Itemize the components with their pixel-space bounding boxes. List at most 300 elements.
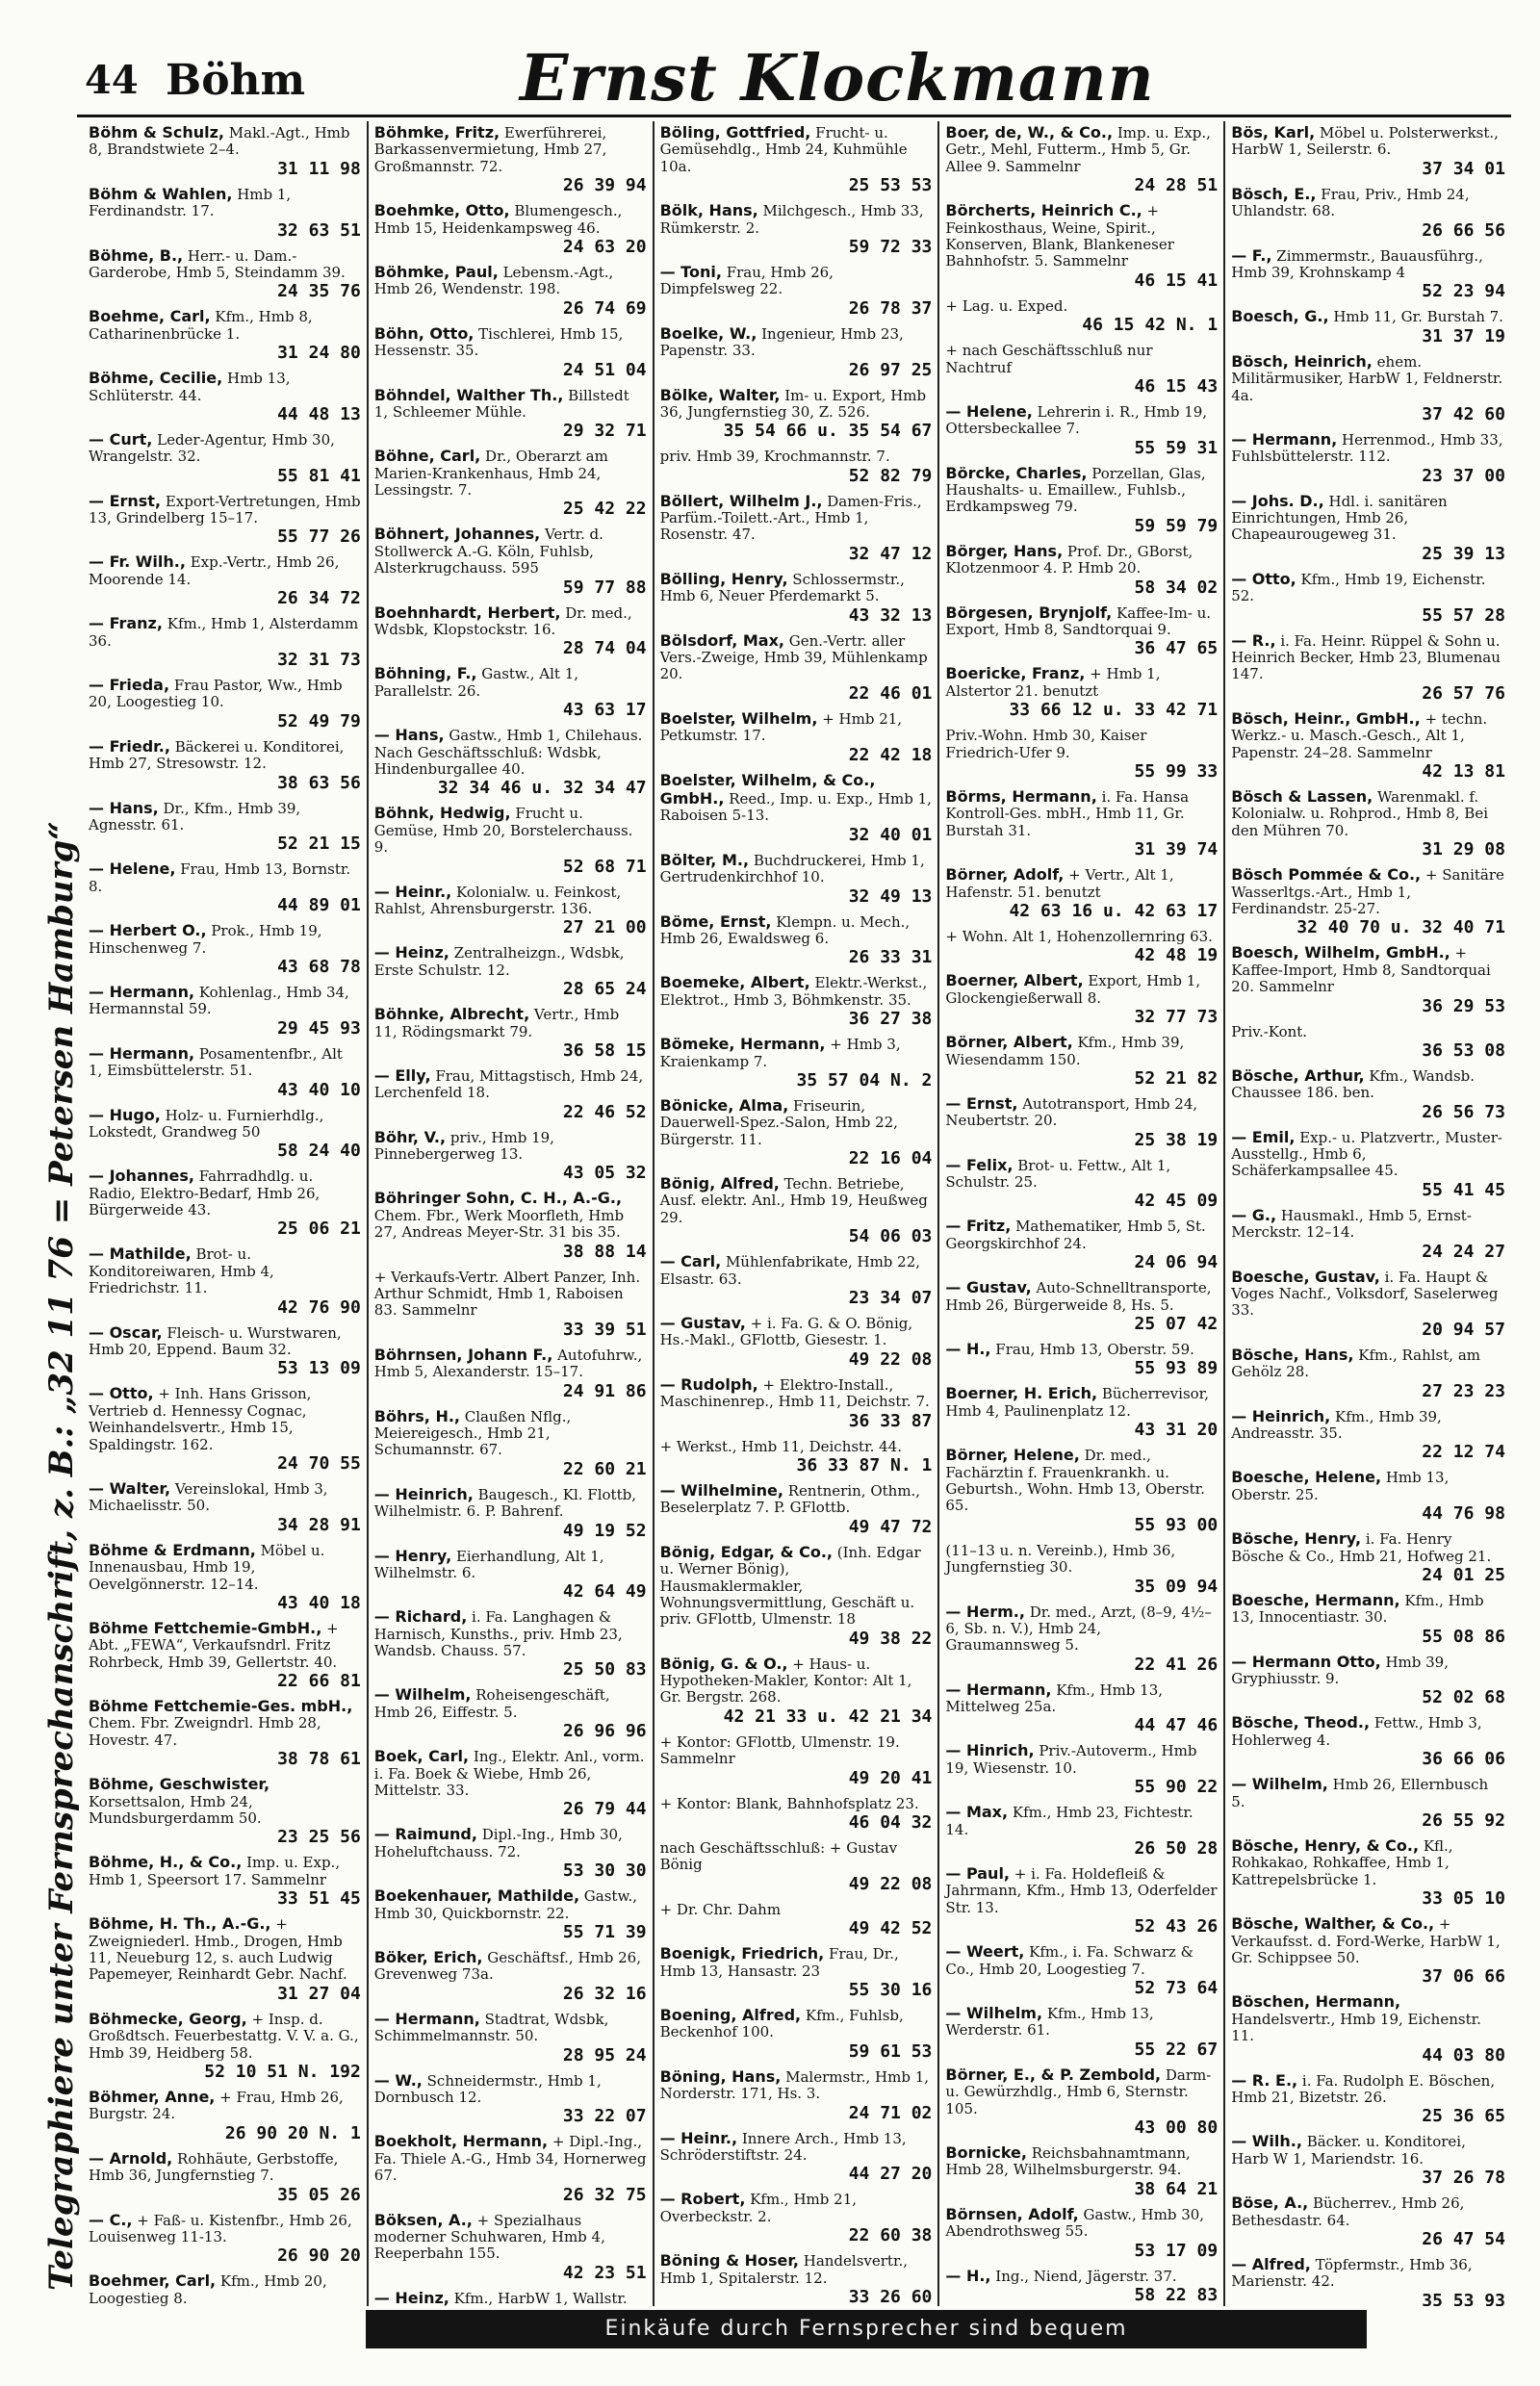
entry-details: Schlossermstr., Hmb 6, Neuer Pferdemarkt 5. bbox=[659, 570, 905, 605]
entry-name: — Hans, bbox=[89, 798, 159, 817]
directory-entry bbox=[660, 1174, 933, 1246]
phone-number: 42 64 49 bbox=[562, 1581, 647, 1603]
entry-details: + Werkst., Hmb 11, Deichstr. 44. bbox=[659, 1437, 902, 1455]
phone-number: 52 10 51 N. 192 bbox=[204, 2061, 361, 2082]
entry-details: Kfm., Hmb 39, Andreasstr. 35. bbox=[1231, 1407, 1442, 1442]
entry-details: Hdl. i. sanitären Einrichtungen, Hmb 26, Chapeaurougeweg 31. bbox=[1231, 492, 1448, 544]
entry-details: Gastw., Hmb 30, Quickbornstr. 22. bbox=[373, 1887, 638, 1922]
entry-name: — Helene, bbox=[945, 401, 1033, 421]
entry-name: Bölling, Henry, bbox=[659, 569, 788, 588]
entry-name: — Arnold, bbox=[89, 2148, 173, 2168]
entry-name: — Elly, bbox=[373, 1065, 431, 1085]
phone-number: 44 76 98 bbox=[1422, 1503, 1505, 1525]
phone-number: 28 65 24 bbox=[562, 979, 647, 1000]
phone-number: 27 23 23 bbox=[1422, 1380, 1505, 1401]
entry-name: Boenigk, Friedrich, bbox=[659, 1944, 825, 1963]
phone-number: 55 81 41 bbox=[277, 465, 361, 486]
phone-number: 43 00 80 bbox=[1134, 2117, 1219, 2138]
directory-entry bbox=[660, 201, 933, 257]
entry-details: ehem. Militärmusiker, HarbW 1, Feldnerstr. 4a. bbox=[1231, 352, 1503, 404]
entry-name: — Fritz, bbox=[945, 1217, 1012, 1236]
entry-details: Handelsvertr., Hmb 19, Eichenstr. 11. bbox=[1231, 2010, 1481, 2045]
phone-number: 55 30 16 bbox=[848, 1980, 933, 2000]
entry-details: + Kaffee-Import, Hmb 8, Sandtorquai 20. Sammelnr bbox=[1231, 944, 1491, 996]
directory-entry bbox=[374, 2132, 647, 2204]
phone-number: 25 42 22 bbox=[562, 499, 647, 520]
phone-number: 43 31 20 bbox=[1134, 1420, 1219, 1441]
directory-entry bbox=[1231, 1992, 1505, 2065]
entry-details: Herr.- u. Dam.-Garderobe, Hmb 5, Steindamm 39. bbox=[89, 246, 346, 281]
entry-details: Billstedt 1, Schleemer Mühle. bbox=[373, 386, 629, 421]
directory-entry bbox=[374, 1607, 647, 1680]
directory-entry bbox=[1231, 1775, 1505, 1831]
entry-details: Kfm., Hmb 8, Catharinenbrücke 1. bbox=[89, 308, 313, 343]
entry-name: Böhmecke, Georg, bbox=[89, 2009, 247, 2028]
entry-details: Buchdruckerei, Hmb 1, Gertrudenkirchhof 10. bbox=[659, 851, 925, 886]
entry-name: — Gustav, bbox=[945, 1278, 1032, 1297]
directory-entry bbox=[945, 1942, 1218, 1998]
directory-entry bbox=[89, 921, 361, 977]
entry-details: Gastw., Alt 1, Parallelstr. 26. bbox=[373, 665, 579, 700]
phone-number: 37 42 60 bbox=[1422, 403, 1505, 424]
directory-entry bbox=[945, 1446, 1218, 1535]
listing-column bbox=[939, 121, 1225, 2306]
phone-number: 27 21 00 bbox=[562, 917, 647, 938]
entry-name: Böhr, V., bbox=[373, 1127, 447, 1146]
entry-details: i. Fa. Henry Bösche & Co., Hmb 21, Hofweg 21. bbox=[1231, 1530, 1492, 1565]
entry-name: — Richard, bbox=[373, 1607, 468, 1627]
directory-entry bbox=[374, 1485, 647, 1541]
directory-entry bbox=[374, 324, 647, 380]
entry-name: Böker, Erich, bbox=[373, 1948, 483, 1966]
phone-number: 22 42 18 bbox=[848, 744, 933, 765]
phone-number: 22 60 38 bbox=[848, 2225, 933, 2246]
entry-details: Exp.- u. Platzvertr., Muster-Ausstellg., Hmb 6, Schäferkampsallee 45. bbox=[1231, 1128, 1503, 1180]
entry-details: Frau Pastor, Ww., Hmb 20, Loogestieg 10. bbox=[89, 677, 343, 711]
phone-number: 22 16 04 bbox=[848, 1148, 933, 1169]
directory-entry bbox=[660, 851, 933, 907]
entry-name: — Heinr., bbox=[373, 882, 452, 901]
phone-number: 33 39 51 bbox=[562, 1319, 647, 1340]
phone-number: 23 37 00 bbox=[1422, 465, 1505, 486]
directory-entry bbox=[1231, 123, 1505, 179]
entry-name: Böhme Fettchemie-Ges. mbH., bbox=[89, 1697, 353, 1716]
directory-entry bbox=[89, 1167, 361, 1239]
directory-entry bbox=[89, 2211, 361, 2267]
entry-details: Fahrradhdlg. u. Radio, Elektro-Bedarf, Hmb 26, Bürgerweide 43. bbox=[89, 1167, 321, 1219]
entry-name: — Hugo, bbox=[89, 1105, 161, 1124]
entry-details: Prof. Dr., GBorst, Klotzenmoor 4. P. Hmb 20. bbox=[945, 542, 1194, 577]
entry-name: — H., bbox=[945, 1340, 991, 1359]
entry-details: Kohlenlag., Hmb 34, Hermannstal 59. bbox=[89, 983, 349, 1018]
entry-details: Milchgesch., Hmb 33, Rümkerstr. 2. bbox=[659, 202, 924, 237]
phone-number: 33 22 07 bbox=[562, 2106, 647, 2127]
directory-entry bbox=[89, 859, 361, 915]
directory-entry bbox=[945, 2205, 1218, 2261]
entry-name: — Henry, bbox=[373, 1546, 452, 1565]
listing-column bbox=[654, 121, 940, 2306]
phone-number: 36 27 38 bbox=[848, 1009, 933, 1030]
entry-details: + Zweigniederl. Hmb., Drogen, Hmb 11, Neueburg 12, s. auch Ludwig Papemeyer, Reinhardt Gebr. Nachf. bbox=[89, 1915, 347, 1984]
header-word: Böhm bbox=[166, 56, 306, 105]
directory-entry bbox=[1231, 1066, 1505, 1122]
entry-name: — Wilhelm, bbox=[945, 2004, 1043, 2022]
directory-entry bbox=[945, 1680, 1218, 1736]
entry-details: + Dr. Chr. Dahm bbox=[659, 1900, 782, 1918]
entry-name: Böhme, B., bbox=[89, 245, 184, 265]
phone-number: 43 40 18 bbox=[277, 1592, 361, 1613]
phone-number: 22 46 52 bbox=[562, 1101, 647, 1122]
entry-name: Bölk, Hans, bbox=[659, 201, 758, 220]
directory-entry bbox=[374, 1886, 647, 1942]
entry-name: Börnsen, Adolf, bbox=[945, 2204, 1079, 2223]
phone-number: 31 37 19 bbox=[1422, 325, 1505, 346]
entry-details: Elektr.-Werkst., Elektrot., Hmb 3, Böhmkenstr. 35. bbox=[659, 974, 928, 1009]
entry-details: Prok., Hmb 19, Hinschenweg 7. bbox=[89, 922, 322, 957]
directory-entry bbox=[89, 246, 361, 302]
directory-entry bbox=[374, 603, 647, 659]
entry-details: Töpfermstr., Hmb 36, Marienstr. 42. bbox=[1231, 2255, 1473, 2291]
directory-entry bbox=[945, 787, 1218, 859]
listing-column bbox=[1225, 121, 1511, 2306]
entry-name: Boerner, H. Erich, bbox=[945, 1384, 1098, 1403]
phone-number: 32 40 70 u. 32 40 71 bbox=[1296, 917, 1505, 938]
phone-number: 55 08 86 bbox=[1422, 1626, 1505, 1647]
directory-entry bbox=[660, 709, 933, 765]
directory-entry bbox=[89, 1541, 361, 1613]
directory-entry bbox=[1231, 787, 1505, 859]
entry-name: Bösch, Heinr., GmbH., bbox=[1231, 708, 1421, 728]
directory-entry bbox=[945, 1541, 1218, 1597]
entry-name: Böhne, Carl, bbox=[373, 447, 481, 466]
phone-number: 49 42 52 bbox=[848, 1918, 933, 1939]
phone-number: 22 41 26 bbox=[1134, 1654, 1219, 1675]
entry-details: i. Fa. Haupt & Voges Nachf., Volksdorf, Saselerweg 33. bbox=[1231, 1268, 1499, 1320]
phone-number: 32 63 51 bbox=[277, 219, 361, 241]
entry-name: — Fr. Wilh., bbox=[89, 552, 186, 572]
entry-details: Roheisengeschäft, Hmb 26, Eiffestr. 5. bbox=[373, 1686, 610, 1721]
directory-entry bbox=[945, 464, 1218, 536]
entry-name: Bölsdorf, Max, bbox=[659, 630, 784, 650]
entry-name: Boek, Carl, bbox=[373, 1747, 470, 1766]
directory-entry bbox=[1231, 1713, 1505, 1769]
directory-entry bbox=[374, 1685, 647, 1741]
footer-banner: Einkäufe durch Fernsprecher sind bequem bbox=[366, 2310, 1367, 2348]
phone-number: 33 51 45 bbox=[277, 1888, 361, 1910]
entry-details: Mühlenfabrikate, Hmb 22, Elsastr. 63. bbox=[659, 1253, 921, 1288]
entry-name: — Mathilde, bbox=[89, 1244, 192, 1264]
entry-details: Bücherrev., Hmb 26, Bethesdastr. 64. bbox=[1231, 2194, 1465, 2229]
phone-number: 49 19 52 bbox=[562, 1520, 647, 1541]
entry-details: + Frau, Hmb 26, Burgstr. 24. bbox=[89, 2088, 344, 2123]
phone-number: 26 34 72 bbox=[277, 588, 361, 609]
entry-details: + Abt. „FEWA“, Verkaufsndrl. Fritz Rohrbeck, Hmb 39, Gellertstr. 40. bbox=[89, 1619, 339, 1671]
entry-details: Frau, Priv., Hmb 24, Uhlandstr. 68. bbox=[1231, 185, 1470, 220]
directory-entry bbox=[660, 2251, 933, 2306]
entry-name: — Franz, bbox=[89, 614, 163, 633]
entry-name: Bösche, Hans, bbox=[1231, 1345, 1354, 1364]
directory-entry bbox=[660, 631, 933, 704]
entry-name: — Wilhelmine, bbox=[659, 1480, 783, 1500]
entry-name: — Ernst, bbox=[945, 1093, 1018, 1113]
directory-entry bbox=[1231, 1914, 1505, 1987]
entry-name: Böhnke, Albrecht, bbox=[373, 1005, 530, 1024]
directory-entry bbox=[945, 1603, 1218, 1675]
entry-name: — H., bbox=[945, 2266, 991, 2285]
phone-number: 35 09 94 bbox=[1134, 1576, 1219, 1597]
entry-details: Korsettsalon, Hmb 24, Mundsburgerdamm 50. bbox=[89, 1792, 262, 1828]
entry-name: — Carl, bbox=[659, 1252, 722, 1271]
phone-number: 23 34 07 bbox=[848, 1288, 933, 1309]
entry-details: + Vertr., Alt 1, Hafenstr. 51. benutzt bbox=[945, 866, 1174, 901]
entry-details: + Feinkosthaus, Weine, Spirit., Konserven, Blank, Blankeneser Bahnhofstr. 5. Sammelnr bbox=[945, 202, 1174, 270]
directory-entry bbox=[945, 1217, 1218, 1272]
entry-name: Böksen, A., bbox=[373, 2210, 473, 2229]
phone-number: 33 05 10 bbox=[1422, 1888, 1505, 1910]
phone-number: 25 07 42 bbox=[1134, 1314, 1219, 1335]
entry-name: — F., bbox=[1231, 245, 1272, 265]
entry-details: Zimmermstr., Bauausführg., Hmb 39, Krohnskamp 4 bbox=[1231, 246, 1483, 281]
brand-banner: Ernst Klockmann bbox=[520, 40, 1155, 115]
entry-name: — Ernst, bbox=[89, 491, 162, 510]
directory-entry bbox=[89, 552, 361, 608]
directory-entry bbox=[89, 1106, 361, 1162]
phone-number: 36 33 87 N. 1 bbox=[796, 1454, 933, 1475]
directory-entry bbox=[945, 726, 1218, 782]
directory-entry bbox=[660, 1252, 933, 1308]
entry-name: Boelke, W., bbox=[659, 323, 757, 343]
listing-column bbox=[369, 121, 654, 2306]
entry-details: Blumengesch., Hmb 15, Heidenkampsweg 46. bbox=[373, 202, 623, 237]
directory-entry bbox=[945, 2065, 1218, 2138]
entry-details: Kfm., Rahlst, am Gehölz 28. bbox=[1231, 1346, 1480, 1381]
directory-entry bbox=[945, 1864, 1218, 1937]
phone-number: 26 96 96 bbox=[562, 1721, 647, 1742]
phone-number: 49 20 41 bbox=[848, 1767, 933, 1788]
phone-number: 59 72 33 bbox=[848, 236, 933, 257]
entry-details: + i. Fa. G. & O. Bönig, Hs.-Makl., GFlottb, Giesestr. 1. bbox=[659, 1315, 913, 1349]
directory-entry bbox=[374, 201, 647, 257]
phone-number: 55 93 89 bbox=[1134, 1358, 1219, 1379]
phone-number: 22 12 74 bbox=[1422, 1442, 1505, 1463]
entry-name: — C., bbox=[89, 2210, 133, 2229]
entry-details: Kfm., HarbW 1, Wallstr. bbox=[453, 2289, 628, 2306]
phone-number: 26 74 69 bbox=[562, 297, 647, 319]
side-advert-text: Telegraphiere unter Fernsprechanschrift, z. B.: „32 11 76 = Petersen Hamburg“ bbox=[42, 821, 81, 2291]
phone-number: 35 53 93 bbox=[1422, 2290, 1505, 2306]
directory-entry bbox=[660, 1096, 933, 1168]
entry-name: Bölter, M., bbox=[659, 850, 750, 869]
directory-entry bbox=[1231, 307, 1505, 346]
entry-details: Priv.-Wohn. Hmb 30, Kaiser Friedrich-Ufer 9. bbox=[945, 727, 1147, 761]
entry-name: Boelster, Wilhelm, bbox=[659, 708, 818, 728]
directory-entry bbox=[660, 912, 933, 968]
phone-number: 26 32 75 bbox=[562, 2184, 647, 2205]
entry-name: Börgesen, Brynjolf, bbox=[945, 603, 1113, 622]
entry-details: Schneidermstr., Hmb 1, Dornbusch 12. bbox=[373, 2071, 602, 2106]
directory-entry bbox=[89, 1384, 361, 1474]
directory-entry bbox=[89, 1244, 361, 1317]
directory-entry bbox=[1231, 709, 1505, 782]
phone-number: 23 25 56 bbox=[277, 1827, 361, 1848]
page-number: 44 bbox=[85, 58, 139, 103]
entry-details: Stadtrat, Wdsbk, Schimmelmannstr. 50. bbox=[373, 2010, 609, 2045]
entry-details: i. Fa. Rudolph E. Böschen, Hmb 21, Bizetstr. 26. bbox=[1231, 2071, 1496, 2106]
entry-details: + Wohn. Alt 1, Hohenzollernring 63. bbox=[945, 927, 1213, 945]
entry-name: Bönig, Edgar, & Co., bbox=[659, 1542, 833, 1561]
directory-entry bbox=[374, 1948, 647, 2004]
entry-details: Posamentenfbr., Alt 1, Eimsbüttelerstr. 51. bbox=[89, 1044, 343, 1080]
directory-entry bbox=[945, 664, 1218, 720]
directory-entry bbox=[374, 726, 647, 798]
phone-number: 44 48 13 bbox=[277, 403, 361, 424]
phone-number: 59 59 79 bbox=[1134, 515, 1219, 536]
directory-entry bbox=[660, 263, 933, 319]
phone-number: 43 68 78 bbox=[277, 956, 361, 977]
entry-name: — Herm., bbox=[945, 1602, 1025, 1621]
entry-name: — W., bbox=[373, 2070, 423, 2090]
directory-entry bbox=[660, 386, 933, 442]
entry-details: + Sanitäre Wasserltgs.-Art., Hmb 1, Ferdinandstr. 25-27. bbox=[1231, 866, 1504, 917]
entry-details: + Elektro-Install., Maschinenrep., Hmb 11, Deichstr. 7. bbox=[659, 1375, 930, 1411]
phone-number: 52 21 15 bbox=[277, 834, 361, 855]
entry-name: Boelster, Wilhelm, & Co., GmbH., bbox=[659, 770, 876, 808]
phone-number: 25 36 65 bbox=[1422, 2106, 1505, 2127]
entry-details: Im- u. Export, Hmb 36, Jungfernstieg 30, Z. 526. bbox=[659, 386, 927, 421]
phone-number: 33 66 12 u. 33 42 71 bbox=[1009, 700, 1219, 721]
directory-entry bbox=[374, 943, 647, 999]
entry-details: Reichsbahnamtmann, Hmb 28, Wilhelmsburgerstr. 94. bbox=[945, 2143, 1191, 2179]
entry-details: Dr., Kfm., Hmb 39, Agnesstr. 61. bbox=[89, 799, 301, 834]
entry-details: Herrenmod., Hmb 33, Fuhlsbüttelerstr. 112. bbox=[1231, 430, 1503, 466]
entry-details: Kfm., Hmb 19, Eichenstr. 52. bbox=[1231, 570, 1486, 605]
directory-entry bbox=[1231, 492, 1505, 564]
directory-entry bbox=[945, 971, 1218, 1027]
phone-number: 53 17 09 bbox=[1134, 2240, 1219, 2261]
entry-details: Kfm., Hmb 13, Innocentiastr. 30. bbox=[1231, 1591, 1484, 1627]
entry-name: — Hermann, bbox=[373, 2009, 480, 2028]
phone-number: 44 89 01 bbox=[277, 895, 361, 916]
phone-number: 26 33 31 bbox=[848, 947, 933, 968]
entry-name: Boesche, Helene, bbox=[1231, 1468, 1382, 1487]
entry-name: Börner, Helene, bbox=[945, 1446, 1080, 1465]
directory-entry bbox=[89, 1914, 361, 2004]
phone-number: 31 24 80 bbox=[277, 343, 361, 364]
entry-name: — Johs. D., bbox=[1231, 491, 1324, 510]
directory-entry bbox=[89, 123, 361, 179]
phone-number: 32 49 13 bbox=[848, 885, 933, 907]
directory-entry bbox=[945, 1156, 1218, 1212]
phone-number: 58 22 83 bbox=[1134, 2284, 1219, 2305]
directory-entry bbox=[660, 1543, 933, 1649]
entry-details: Leder-Agentur, Hmb 30, Wrangelstr. 32. bbox=[89, 430, 335, 466]
entry-details: Dr. med., Wdsbk, Klopstockstr. 16. bbox=[373, 603, 632, 639]
entry-name: Böning & Hoser, bbox=[659, 2251, 799, 2271]
phone-number: 31 39 74 bbox=[1134, 839, 1219, 860]
entry-name: Böhndel, Walther Th., bbox=[373, 385, 564, 404]
entry-details: Möbel u. Innenausbau, Hmb 19, Oevelgönnerstr. 12–14. bbox=[89, 1541, 325, 1593]
directory-entry bbox=[945, 2004, 1218, 2060]
entry-details: Handelsvertr., Hmb 1, Spitalerstr. 12. bbox=[659, 2252, 909, 2287]
entry-name: Böhmke, Paul, bbox=[373, 262, 499, 281]
entry-name: — Hermann Otto, bbox=[1231, 1652, 1381, 1671]
phone-number: 36 53 08 bbox=[1422, 1039, 1505, 1061]
phone-number: 26 79 44 bbox=[562, 1799, 647, 1820]
directory-entry bbox=[374, 1066, 647, 1122]
phone-number: 25 38 19 bbox=[1134, 1129, 1219, 1150]
entry-details: + Verkaufs-Vertr. Albert Panzer, Inh. Arthur Schmidt, Hmb 1, Raboisen 83. Sammelnr bbox=[373, 1268, 641, 1320]
directory-entry bbox=[945, 1741, 1218, 1797]
entry-details: Priv.-Autoverm., Hmb 19, Wiesenstr. 10. bbox=[945, 1742, 1197, 1777]
entry-details: Claußen Nflg., Meiereigesch., Hmb 21, Schumannstr. 67. bbox=[373, 1407, 572, 1459]
directory-entry bbox=[1231, 1468, 1505, 1524]
phone-number: 44 27 20 bbox=[848, 2164, 933, 2185]
entry-name: — Heinz, bbox=[373, 943, 449, 962]
entry-name: Böhme Fettchemie-GmbH., bbox=[89, 1618, 322, 1637]
directory-entry bbox=[1231, 865, 1505, 937]
entry-name: — Otto, bbox=[89, 1384, 154, 1403]
phone-number: 34 28 91 bbox=[277, 1514, 361, 1535]
entry-name: Bösche, Theod., bbox=[1231, 1713, 1371, 1732]
phone-number: 37 34 01 bbox=[1422, 158, 1505, 179]
phone-number: 31 27 04 bbox=[277, 1983, 361, 2004]
entry-details: Export, Hmb 1, Glockengießerwall 8. bbox=[945, 972, 1201, 1007]
entry-name: — Wilh., bbox=[1231, 2132, 1302, 2151]
phone-number: 55 90 22 bbox=[1134, 1777, 1219, 1798]
directory-entry bbox=[660, 1481, 933, 1537]
phone-number: 46 15 42 N. 1 bbox=[1082, 315, 1219, 336]
entry-name: — Gustav, bbox=[659, 1314, 746, 1333]
directory-entry bbox=[89, 1853, 361, 1909]
phone-number: 24 06 94 bbox=[1134, 1252, 1219, 1273]
entry-details: i. Fa. Heinr. Rüppel & Sohn u. Heinrich Becker, Hmb 23, Blumenau 147. bbox=[1231, 631, 1501, 683]
entry-details: + i. Fa. Holdefleiß & Jahrmann, Kfm., Hmb 13, Oderfelder Str. 13. bbox=[945, 1865, 1218, 1916]
entry-name: Böning, Hans, bbox=[659, 2066, 782, 2086]
directory-entry bbox=[945, 542, 1218, 598]
phone-number: 32 47 12 bbox=[848, 543, 933, 564]
phone-number: 26 39 94 bbox=[562, 175, 647, 196]
phone-number: 46 04 32 bbox=[848, 1812, 933, 1834]
entry-name: — R. E., bbox=[1231, 2070, 1298, 2090]
entry-details: priv. Hmb 39, Krochmannstr. 7. bbox=[659, 448, 890, 466]
entry-details: Damen-Fris., Parfüm.-Toilett.-Art., Hmb 1, Rosenstr. 47. bbox=[659, 492, 922, 544]
entry-details: + Haus- u. Hypotheken-Makler, Kontor: Alt 1, Gr. Bergstr. 268. bbox=[659, 1655, 912, 1706]
directory-entry bbox=[89, 185, 361, 241]
phone-number: 26 57 76 bbox=[1422, 682, 1505, 704]
entry-name: Bönig, G. & O., bbox=[659, 1654, 788, 1673]
phone-number: 26 97 25 bbox=[848, 359, 933, 380]
entry-name: Bömeke, Hermann, bbox=[659, 1035, 826, 1054]
directory-entry bbox=[945, 1278, 1218, 1334]
phone-number: 42 21 33 u. 42 21 34 bbox=[723, 1706, 933, 1727]
entry-details: Auto-Schnelltransporte, Hmb 26, Bürgerweide 8, Hs. 5. bbox=[945, 1279, 1212, 1314]
directory-entry bbox=[1231, 2071, 1505, 2127]
directory-entry bbox=[945, 1033, 1218, 1089]
entry-details: Möbel u. Polsterwerkst., HarbW 1, Seilerstr. 6. bbox=[1231, 124, 1499, 159]
directory-entry bbox=[374, 1005, 647, 1061]
entry-details: Gastw., Hmb 30, Abendrothsweg 55. bbox=[945, 2205, 1205, 2241]
entry-details: Hmb 11, Gr. Burstah 7. bbox=[1333, 308, 1503, 326]
entry-details: Lehrerin i. R., Hmb 19, Ottersbeckallee 7. bbox=[945, 402, 1208, 438]
entry-name: Böhme & Erdmann, bbox=[89, 1540, 256, 1559]
phone-number: 55 77 26 bbox=[277, 526, 361, 548]
entry-details: Zentralheizgn., Wdsbk, Erste Schulstr. 12. bbox=[373, 944, 625, 979]
phone-number: 42 48 19 bbox=[1134, 945, 1219, 966]
phone-number: 52 21 82 bbox=[1134, 1067, 1219, 1089]
directory-entry bbox=[945, 341, 1218, 397]
directory-entry bbox=[660, 1900, 933, 1938]
phone-number: 52 73 64 bbox=[1134, 1978, 1219, 1998]
